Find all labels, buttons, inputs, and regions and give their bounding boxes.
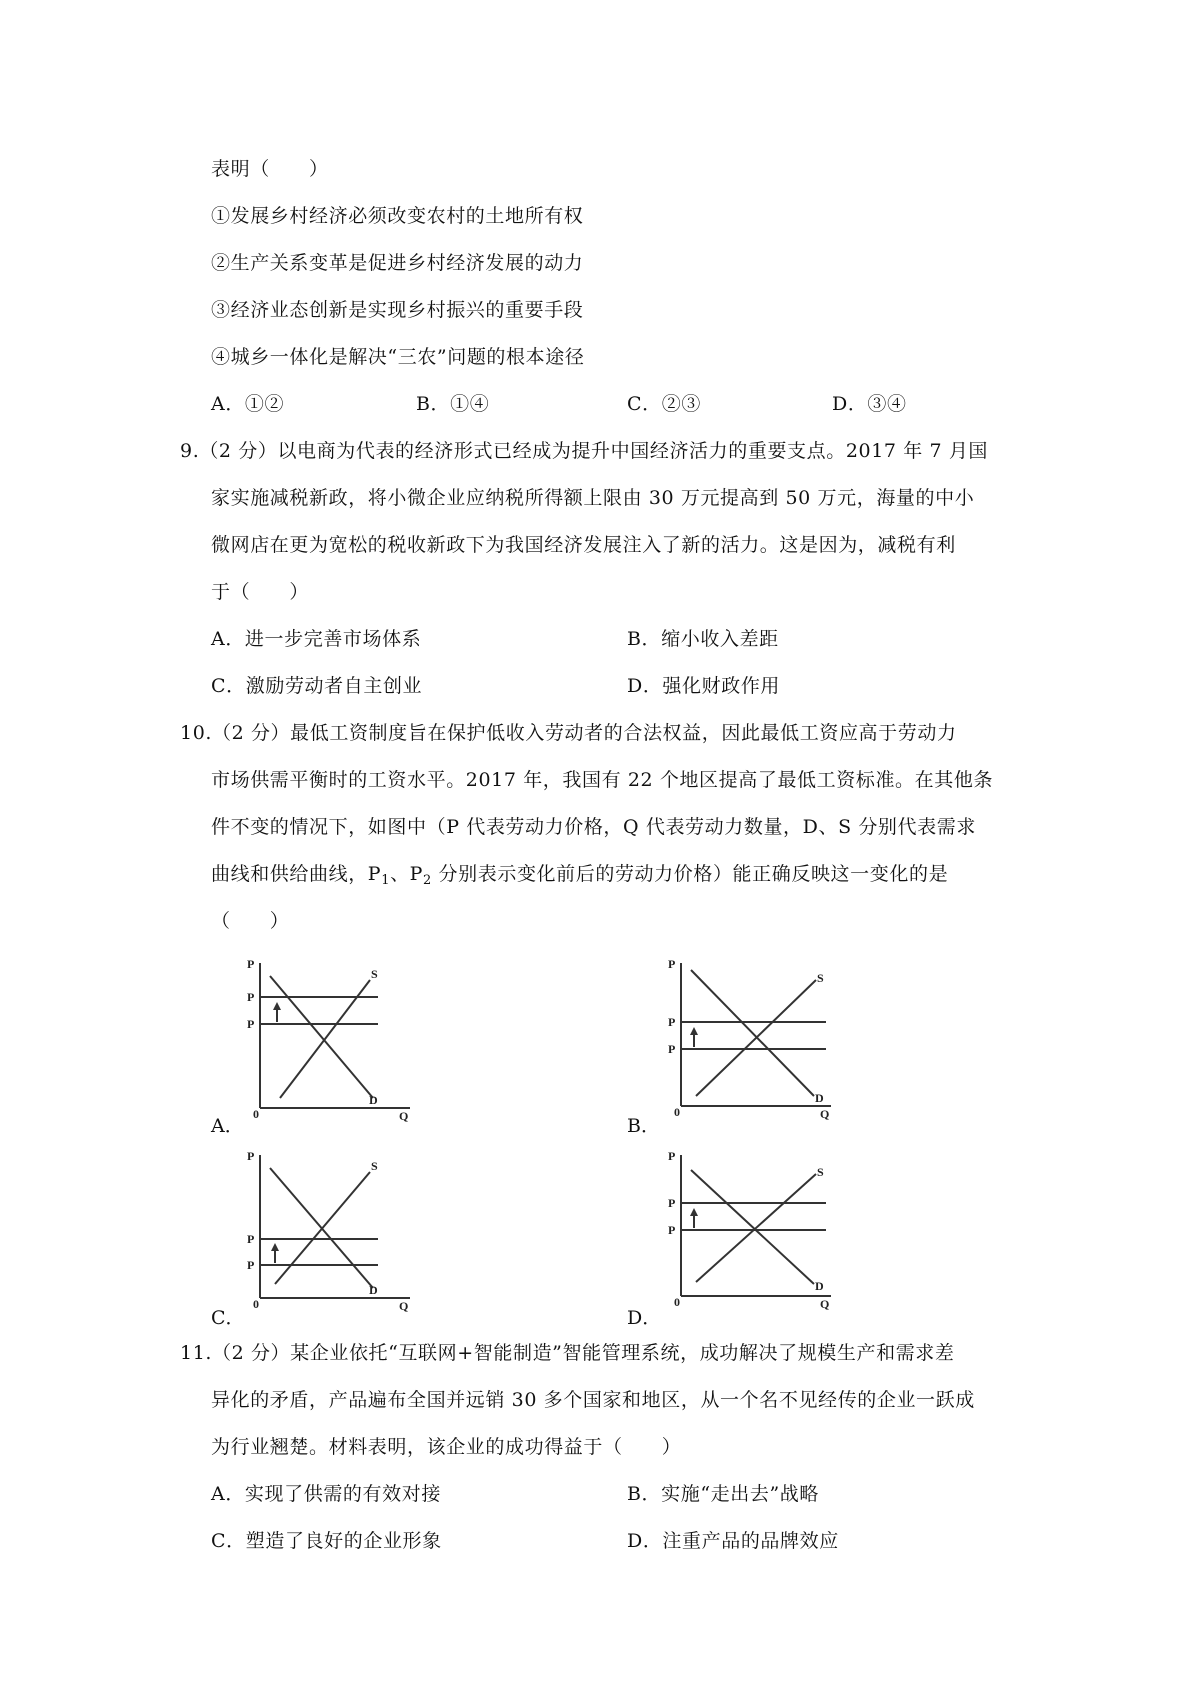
q8-item-2: ②生产关系变革是促进乡村经济发展的动力	[211, 252, 584, 274]
graph-d-arrow-head	[690, 1208, 698, 1216]
q10-line4-part-3: 分别表示变化前后的劳动力价格）能正确反映这一变化的是	[431, 863, 949, 885]
q11-option-a[interactable]: A．实现了供需的有效对接	[211, 1483, 441, 1505]
graph-d-origin-label: 0	[674, 1295, 680, 1309]
graph-d-p2-label: P	[668, 1196, 676, 1210]
q10-stem-line-3: 件不变的情况下，如图中（P 代表劳动力价格，Q 代表劳动力数量，D、S 分别代表需求	[211, 816, 976, 838]
graph-a-demand-label: D	[369, 1093, 378, 1107]
graph-a	[245, 957, 415, 1123]
q9-option-d[interactable]: D．强化财政作用	[627, 675, 781, 697]
q8-option-d[interactable]: D．③④	[832, 393, 907, 415]
q10-subscript-2: 2	[423, 873, 432, 888]
q10-line4-part-2: 、P	[390, 863, 424, 885]
q8-option-b[interactable]: B．①④	[416, 393, 490, 415]
graph-c-q-axis-label: Q	[399, 1299, 409, 1313]
graph-d-supply-label: S	[817, 1165, 824, 1179]
graph-b-p2-label: P	[668, 1015, 676, 1029]
q10-option-b[interactable]: B．	[627, 1115, 660, 1137]
q11-option-d[interactable]: D．注重产品的品牌效应	[627, 1530, 839, 1552]
graph-d-p1-label: P	[668, 1223, 676, 1237]
graph-d-p-axis-label: P	[668, 1149, 676, 1163]
graph-c-origin-label: 0	[253, 1297, 259, 1311]
q9-stem-line-2: 家实施减税新政，将小微企业应纳税所得额上限由 30 万元提高到 50 万元，海量的中小	[211, 487, 975, 509]
graph-d-q-axis-label: Q	[820, 1297, 830, 1311]
q11-stem-line-1: 11.（2 分）某企业依托“互联网+智能制造”智能管理系统，成功解决了规模生产和需求差	[180, 1342, 955, 1364]
graph-a-p-axis-label: P	[247, 957, 255, 971]
graph-b-p-axis-label: P	[668, 957, 676, 971]
graph-a-q-axis-label: Q	[399, 1109, 409, 1123]
graph-a-p1-label: P	[247, 1017, 255, 1031]
graph-d	[666, 1150, 836, 1310]
graph-c-p1-label: P	[247, 1258, 255, 1272]
graph-b-supply-label: S	[817, 971, 824, 985]
q10-stem-line-1: 10.（2 分）最低工资制度旨在保护低收入劳动者的合法权益，因此最低工资应高于劳动力	[180, 722, 957, 744]
q11-option-c[interactable]: C．塑造了良好的企业形象	[211, 1530, 442, 1552]
q10-subscript-1: 1	[381, 873, 391, 888]
graph-d-demand-line	[691, 1170, 814, 1284]
graph-d-demand-label: D	[815, 1279, 824, 1293]
q9-option-c[interactable]: C．激励劳动者自主创业	[211, 675, 423, 697]
q10-stem-line-4	[211, 861, 948, 894]
q11-stem-line-2: 异化的矛盾，产品遍布全国并远销 30 多个国家和地区，从一个名不见经传的企业一跃成	[211, 1389, 975, 1411]
graph-b-origin-label: 0	[674, 1105, 680, 1119]
graph-c	[245, 1149, 415, 1313]
q11-option-b[interactable]: B．实施“走出去”战略	[627, 1483, 819, 1505]
graph-a-p2-label: P	[247, 990, 255, 1004]
graph-a-arrow-head	[273, 1002, 281, 1010]
graph-b	[666, 957, 836, 1121]
q10-stem-line-5: （ ）	[211, 910, 290, 932]
graph-b-demand-line	[691, 970, 814, 1096]
q9-option-a[interactable]: A．进一步完善市场体系	[211, 628, 422, 650]
q8-option-a[interactable]: A．①②	[211, 393, 285, 415]
q8-stem-end: 表明（ ）	[211, 158, 329, 180]
graph-a-supply-label: S	[371, 967, 378, 981]
graph-c-p2-label: P	[247, 1232, 255, 1246]
q9-stem-line-4: 于（ ）	[211, 581, 310, 603]
q9-option-b[interactable]: B．缩小收入差距	[627, 628, 779, 650]
graph-b-p1-label: P	[668, 1042, 676, 1056]
q11-stem-line-3: 为行业翘楚。材料表明，该企业的成功得益于（ ）	[211, 1436, 682, 1458]
graph-c-arrow-head	[271, 1243, 279, 1251]
graph-b-arrow-head	[690, 1027, 698, 1035]
graph-c-demand-label: D	[369, 1283, 378, 1297]
q8-item-4: ④城乡一体化是解决“三农”问题的根本途径	[211, 346, 585, 368]
graph-b-demand-label: D	[815, 1091, 824, 1105]
q10-option-c[interactable]: C．	[211, 1307, 245, 1329]
graph-a-demand-line	[270, 976, 373, 1098]
graph-c-p-axis-label: P	[247, 1149, 255, 1163]
q10-option-d[interactable]: D．	[627, 1307, 662, 1329]
q8-item-1: ①发展乡村经济必须改变农村的土地所有权	[211, 205, 584, 227]
graph-a-origin-label: 0	[253, 1107, 259, 1121]
graph-b-q-axis-label: Q	[820, 1107, 830, 1121]
graph-c-supply-label: S	[371, 1159, 378, 1173]
q9-stem-line-1: 9.（2 分）以电商为代表的经济形式已经成为提升中国经济活力的重要支点。2017 年 7 月国	[180, 440, 989, 462]
q10-stem-line-2: 市场供需平衡时的工资水平。2017 年，我国有 22 个地区提高了最低工资标准。在其他条	[211, 769, 994, 791]
q10-line4-part-1: 曲线和供给曲线，P	[211, 863, 382, 885]
q8-option-c[interactable]: C．②③	[627, 393, 701, 415]
q8-item-3: ③经济业态创新是实现乡村振兴的重要手段	[211, 299, 584, 321]
q10-option-a[interactable]: A．	[211, 1115, 244, 1137]
q9-stem-line-3: 微网店在更为宽松的税收新政下为我国经济发展注入了新的活力。这是因为，减税有利	[211, 534, 956, 556]
